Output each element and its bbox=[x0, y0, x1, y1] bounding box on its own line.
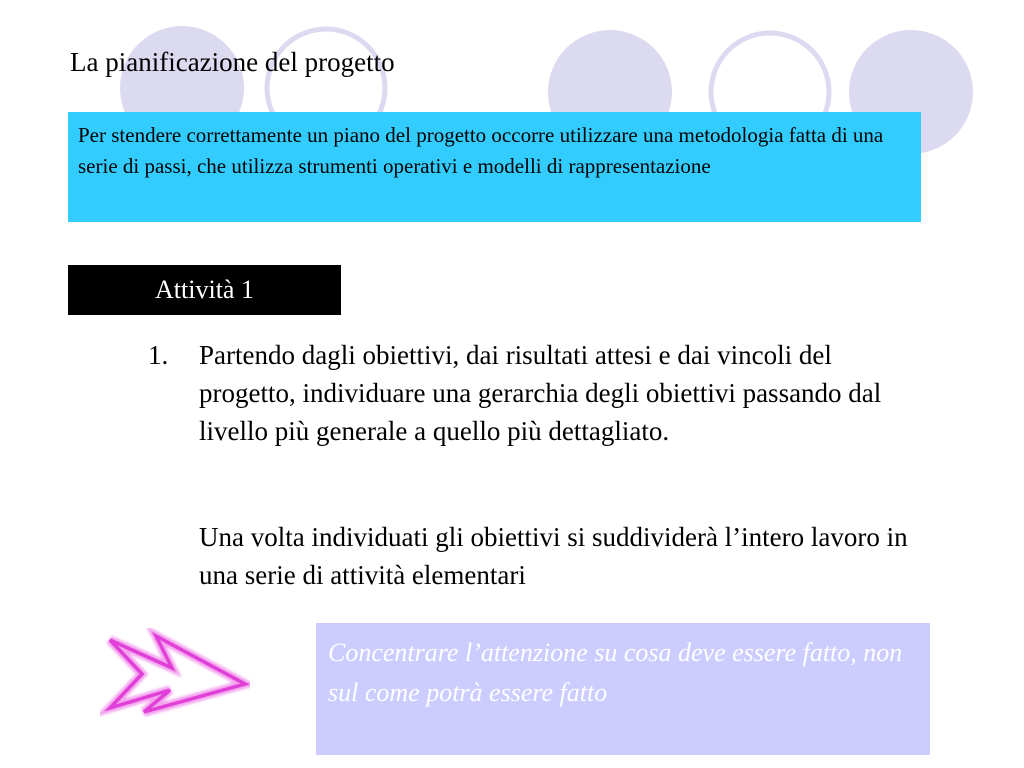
callout-box: Concentrare l’attenzione su cosa deve essere fatto, non sul come potrà essere fatto bbox=[316, 623, 930, 755]
activity-header: Attività 1 bbox=[68, 265, 341, 315]
step-number: 1. bbox=[148, 340, 169, 370]
intro-box: Per stendere correttamente un piano del progetto occorre utilizzare una metodologia fatta di una serie di passi, che utilizza strumenti operativi e modelli di rappresentazione bbox=[68, 112, 921, 222]
step-note: Una volta individuati gli obiettivi si suddividerà l’intero lavoro in una serie di attività elementari bbox=[199, 522, 908, 590]
step-text: Partendo dagli obiettivi, dai risultati attesi e dai vincoli del progetto, individuare una gerarchia degli obiettivi passando dal livello più generale a quello più dettagliato. bbox=[199, 340, 882, 446]
slide-title: La pianificazione del progetto bbox=[70, 47, 395, 77]
double-chevron-arrow-icon bbox=[100, 628, 250, 718]
